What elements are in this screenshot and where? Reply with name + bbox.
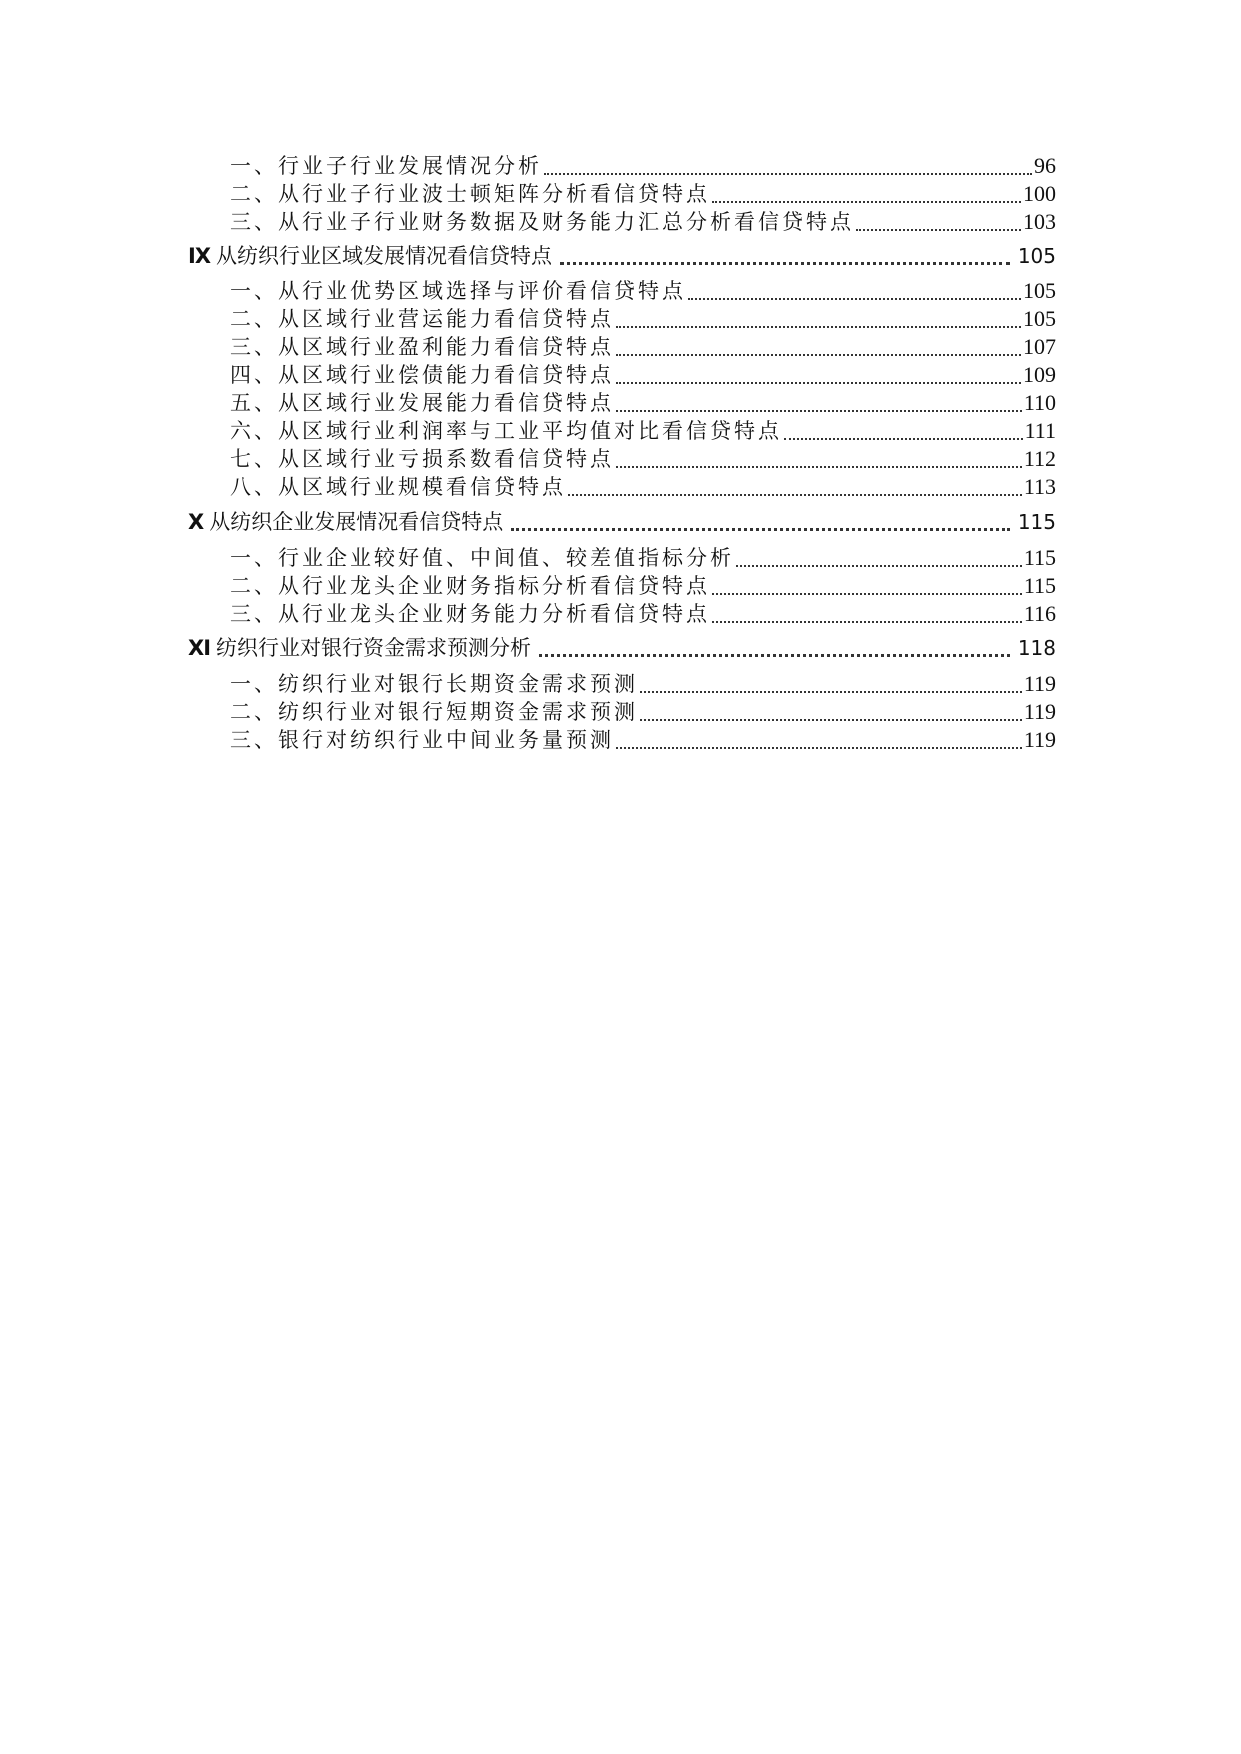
toc-page-number: 103 <box>1023 209 1056 234</box>
dot-leader <box>688 298 1021 300</box>
toc-page-number: 119 <box>1023 699 1056 724</box>
dot-leader <box>616 466 1022 468</box>
toc-entry-label: 二、从区域行业营运能力看信贷特点 <box>230 307 614 331</box>
dot-leader <box>784 438 1023 440</box>
toc-chapter-entry[interactable] <box>188 506 1056 536</box>
dot-leader <box>560 262 1010 265</box>
toc-entry[interactable] <box>230 387 1056 417</box>
toc-entry-label: 三、银行对纺织行业中间业务量预测 <box>230 728 614 752</box>
toc-entry-label: 五、从区域行业发展能力看信贷特点 <box>230 391 614 415</box>
toc-entry[interactable] <box>230 668 1056 698</box>
toc-entry[interactable] <box>230 570 1056 600</box>
toc-page-number: 119 <box>1023 671 1056 696</box>
dot-leader <box>712 621 1022 623</box>
toc-page-number: 100 <box>1023 181 1056 206</box>
toc-entry[interactable] <box>230 542 1056 572</box>
toc-page-number: 110 <box>1023 390 1056 415</box>
dot-leader <box>511 528 1010 531</box>
toc-page-number: 109 <box>1023 362 1056 387</box>
toc-entry[interactable] <box>230 415 1056 445</box>
toc-page-number: 96 <box>1034 153 1056 178</box>
chapter-title: 纺织行业对银行资金需求预测分析 <box>216 636 532 660</box>
dot-leader <box>568 494 1022 496</box>
toc-chapter-entry[interactable] <box>188 632 1056 662</box>
toc-entry[interactable] <box>230 598 1056 628</box>
chapter-title: 从纺织行业区域发展情况看信贷特点 <box>216 244 553 268</box>
dot-leader <box>640 719 1022 721</box>
toc-page-number: 116 <box>1023 601 1056 626</box>
dot-leader <box>712 201 1021 203</box>
toc-page-number: 115 <box>1023 545 1056 570</box>
toc-entry[interactable] <box>230 471 1056 501</box>
dot-leader <box>856 229 1021 231</box>
toc-entry[interactable] <box>230 696 1056 726</box>
toc-entry[interactable] <box>230 443 1056 473</box>
toc-page-number: 118 <box>1017 636 1056 660</box>
toc-entry-label: 二、从行业子行业波士顿矩阵分析看信贷特点 <box>230 182 710 206</box>
chapter-title: 从纺织企业发展情况看信贷特点 <box>209 510 504 534</box>
toc-entry[interactable] <box>230 331 1056 361</box>
dot-leader <box>616 382 1021 384</box>
toc-entry-label: 三、从行业龙头企业财务能力分析看信贷特点 <box>230 602 710 626</box>
toc-page-number: 115 <box>1023 573 1056 598</box>
toc-chapter-entry[interactable] <box>188 240 1056 270</box>
toc-page-number: 113 <box>1023 474 1056 499</box>
dot-leader <box>616 326 1021 328</box>
toc-entry[interactable] <box>230 178 1056 208</box>
toc-page-number: 105 <box>1017 244 1056 268</box>
toc-entry-label: 三、从行业子行业财务数据及财务能力汇总分析看信贷特点 <box>230 210 854 234</box>
toc-entry-label: 二、纺织行业对银行短期资金需求预测 <box>230 700 638 724</box>
toc-page-number: 105 <box>1023 306 1056 331</box>
toc-page-number: 115 <box>1017 510 1056 534</box>
toc-entry[interactable] <box>230 150 1056 180</box>
chapter-number: X <box>188 510 204 534</box>
toc-entry-label: 六、从区域行业利润率与工业平均值对比看信贷特点 <box>230 419 782 443</box>
toc-entry-label: 四、从区域行业偿债能力看信贷特点 <box>230 363 614 387</box>
chapter-number: IX <box>188 244 211 268</box>
toc-entry-label: 一、行业企业较好值、中间值、较差值指标分析 <box>230 546 734 570</box>
toc-page-number: 107 <box>1023 334 1056 359</box>
toc-entry[interactable] <box>230 275 1056 305</box>
dot-leader <box>616 747 1022 749</box>
dot-leader <box>539 654 1010 657</box>
toc-entry-label: 一、从行业优势区域选择与评价看信贷特点 <box>230 279 686 303</box>
toc-page-number: 111 <box>1024 418 1056 443</box>
toc-page-number: 112 <box>1023 446 1056 471</box>
dot-leader <box>736 565 1022 567</box>
chapter-number: XI <box>188 636 211 660</box>
toc-entry[interactable] <box>230 359 1056 389</box>
toc-entry[interactable] <box>230 206 1056 236</box>
toc-entry-label: 八、从区域行业规模看信贷特点 <box>230 475 566 499</box>
toc-entry-label: 二、从行业龙头企业财务指标分析看信贷特点 <box>230 574 710 598</box>
dot-leader <box>544 173 1032 175</box>
toc-page-number: 105 <box>1023 278 1056 303</box>
toc-entry[interactable] <box>230 724 1056 754</box>
toc-entry[interactable] <box>230 303 1056 333</box>
dot-leader <box>616 354 1021 356</box>
toc-entry-label: 三、从区域行业盈利能力看信贷特点 <box>230 335 614 359</box>
dot-leader <box>712 593 1022 595</box>
toc-entry-label: 七、从区域行业亏损系数看信贷特点 <box>230 447 614 471</box>
toc-entry-label: 一、纺织行业对银行长期资金需求预测 <box>230 672 638 696</box>
dot-leader <box>616 410 1022 412</box>
toc-page-number: 119 <box>1023 727 1056 752</box>
toc-entry-label: 一、行业子行业发展情况分析 <box>230 154 542 178</box>
dot-leader <box>640 691 1022 693</box>
